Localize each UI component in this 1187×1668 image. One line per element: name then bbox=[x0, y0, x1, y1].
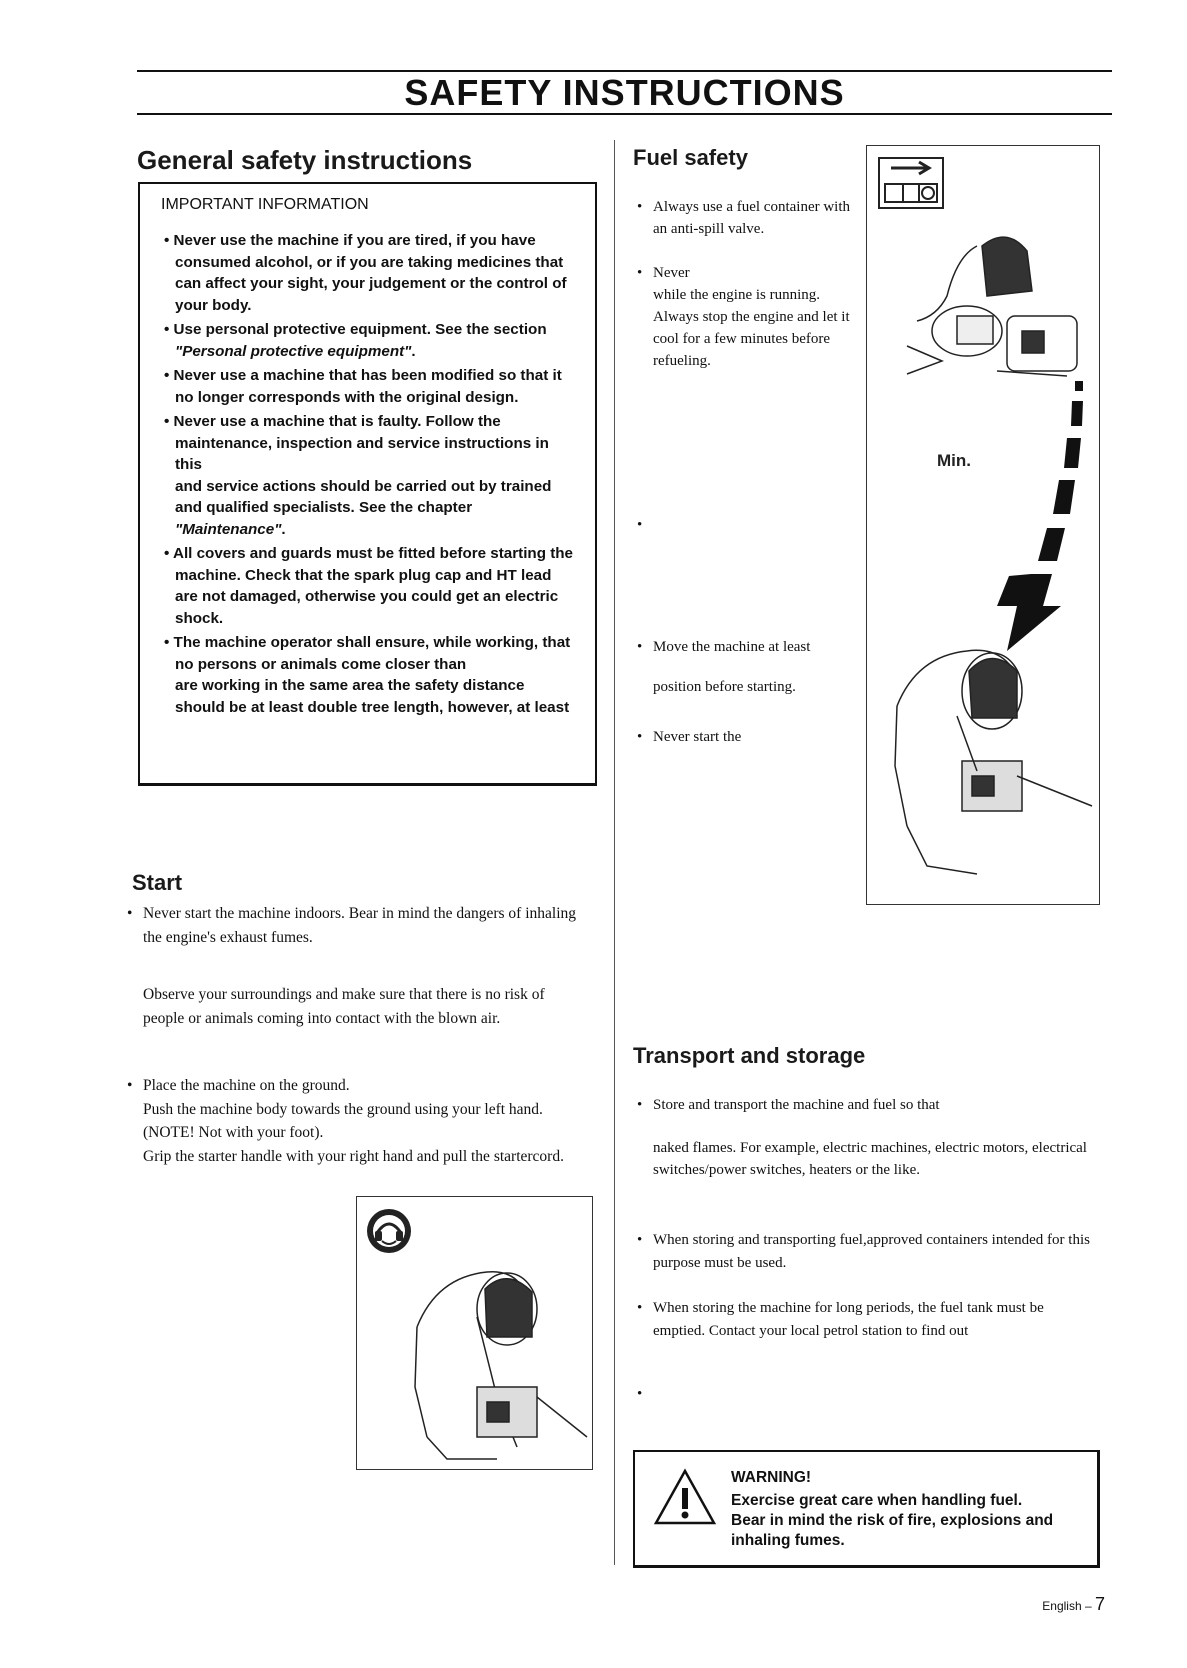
fuel-list-2 bbox=[637, 262, 857, 372]
fuel-figure bbox=[866, 145, 1100, 905]
transport-list-3 bbox=[637, 1297, 1092, 1342]
transport-bullet-containers: • When storing and transporting fuel,approved containers intended for this purpose must be used. bbox=[637, 1229, 1092, 1274]
important-item: • Never use the machine if you are tired, if you have consumed alcohol, or if you are taking medicines that can affect your sight, your judgement or the control of your body. bbox=[164, 232, 567, 314]
warning-triangle-icon bbox=[653, 1468, 717, 1526]
important-item: • Never use a machine that has been modified so that it no longer corresponds with the original design. bbox=[164, 367, 562, 406]
start-heading: Start bbox=[132, 870, 183, 895]
fuel-bullet-move: • Move the machine at least position before starting. bbox=[637, 636, 857, 698]
page-number: 7 bbox=[1094, 1594, 1105, 1614]
transport-heading: Transport and storage bbox=[633, 1043, 866, 1068]
distance-arrow-icon bbox=[997, 381, 1083, 651]
fuel-illustration bbox=[867, 146, 1099, 904]
important-item: • All covers and guards must be fitted before starting the machine. Check that the spark plug cap and HT lead are not damaged, otherwise you could get an electric shock. bbox=[164, 545, 573, 627]
fuel-list-5 bbox=[637, 726, 857, 748]
important-item: • The machine operator shall ensure, while working, that no persons or animals come closer than are working in the same area the safety distance should be at least double tree length, however, at least bbox=[164, 634, 571, 716]
warning-line-1: Exercise great care when handling fuel. bbox=[731, 1492, 1023, 1509]
start-figure bbox=[356, 1196, 593, 1470]
fuel-bullet-container: • Always use a fuel container with an anti-spill valve. bbox=[637, 196, 857, 240]
warning-box bbox=[633, 1450, 1100, 1568]
start-list-2 bbox=[127, 1074, 582, 1168]
transport-list-1 bbox=[637, 1094, 1092, 1182]
min-label: Min. bbox=[937, 451, 971, 470]
starting-figure bbox=[895, 650, 1092, 874]
start-bullet-indoors: • Never start the machine indoors. Bear in mind the dangers of inhaling the engine's exhaust fumes. bbox=[127, 902, 582, 949]
warning-text bbox=[731, 1468, 1091, 1551]
header-bottom-rule bbox=[137, 113, 1112, 115]
general-heading: General safety instructions bbox=[137, 145, 473, 175]
start-illustration bbox=[357, 1197, 592, 1469]
fuel-bullet-never: • Never while the engine is running. Always stop the engine and let it cool for a few minutes before refueling. bbox=[637, 262, 857, 372]
fuel-bullet-never-start: • Never start the bbox=[637, 726, 857, 748]
footer-language: English bbox=[1042, 1599, 1082, 1613]
fuel-list-1 bbox=[637, 196, 857, 240]
important-item: • Never use a machine that is faulty. Follow the maintenance, inspection and service instructions in this and service actions should be carried out by trained and qualified specialists. See the chapter "Maintenance". bbox=[164, 413, 552, 538]
page-title: SAFETY INSTRUCTIONS bbox=[404, 72, 845, 113]
page-footer bbox=[1042, 1594, 1105, 1615]
start-paragraph: Observe your surroundings and make sure that there is no risk of people or animals coming into contact with the blown air. bbox=[143, 986, 545, 1027]
transport-list-2 bbox=[637, 1229, 1092, 1274]
hearing-protection-icon bbox=[367, 1209, 411, 1253]
important-item: • Use personal protective equipment. See the section "Personal protective equipment". bbox=[164, 321, 547, 360]
fuel-list-4 bbox=[637, 636, 857, 698]
start-bullet-ground: • Place the machine on the ground. Push the machine body towards the ground using your left hand. (NOTE! Not with your foot). Grip the starter handle with your right hand and pull the startercord. bbox=[127, 1074, 582, 1168]
transport-bullet-store: • Store and transport the machine and fuel so that naked flames. For example, electric machines, electric motors, electrical switches/power switches, heaters or the like. bbox=[637, 1094, 1092, 1182]
column-divider bbox=[614, 140, 615, 1565]
important-list bbox=[164, 230, 574, 721]
important-information-box bbox=[138, 182, 597, 786]
fuel-heading: Fuel safety bbox=[633, 145, 748, 170]
important-heading: IMPORTANT INFORMATION bbox=[161, 196, 369, 213]
operator-figure bbox=[415, 1272, 587, 1459]
fuel-pictogram-icon bbox=[879, 158, 943, 208]
warning-title: WARNING! bbox=[731, 1469, 812, 1486]
start-list-1 bbox=[127, 902, 582, 949]
warning-line-2: Bear in mind the risk of fire, explosions and inhaling fumes. bbox=[731, 1512, 1054, 1549]
refueling-figure bbox=[907, 237, 1077, 376]
footer-separator: – bbox=[1081, 1599, 1095, 1613]
transport-bullet-long-periods: • When storing the machine for long periods, the fuel tank must be emptied. Contact your local petrol station to find out bbox=[637, 1297, 1092, 1342]
